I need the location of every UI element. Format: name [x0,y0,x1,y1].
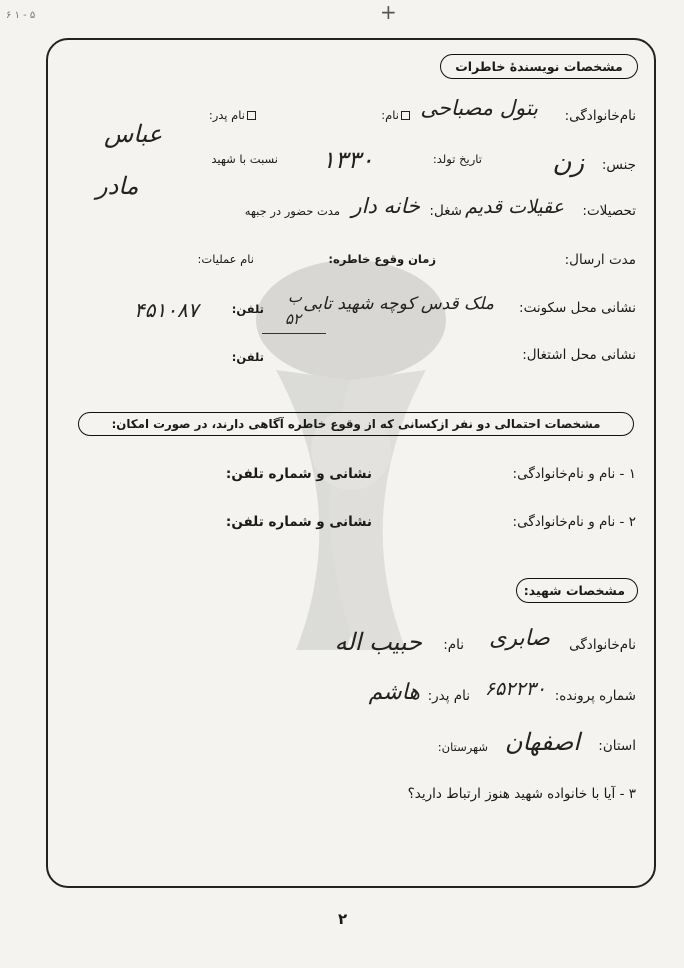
work-phone-label: تلفن: [231,350,264,364]
author-relation-value: مادر [96,172,139,200]
author-family-value: بتول مصباحی [420,96,538,120]
martyr-father-value: هاشم [368,680,420,705]
contact-question: ۳ - آیا با خانواده شهید هنوز ارتباط دارید؟ [407,786,636,802]
martyr-family-value: صابری [489,626,550,651]
witness2-address-label: نشانی و شماره تلفن: [225,514,372,530]
author-gender-label: جنس: [601,157,636,173]
province-label: استان: [598,738,636,754]
witnesses-section-title: مشخصات احتمالی دو نفر ازکسانی که از وقوع خاطره آگاهی دارند، در صورت امکان: [78,412,634,436]
home-address-value: ملک قدس کوچه شهید تابی [303,294,494,314]
top-pen-mark: + [380,0,397,24]
martyr-father-label: نام پدر: [427,688,470,704]
checkbox-icon [401,111,410,120]
martyr-name-label: نام: [443,637,464,653]
corner-mark: ۵ - ۱ ۶ [6,10,36,21]
author-name-label: نام: [381,108,412,122]
file-number-value: ۶۵۲۲۳۰ [484,678,546,700]
work-address-label: نشانی محل اشتغال: [522,347,636,363]
witness1-name-label: ۱ - نام و نام‌خانوادگی: [512,466,636,482]
address-underline [262,333,326,334]
checkbox-icon [247,111,256,120]
author-education-value: عقیلات قدیم [465,196,564,218]
author-section-title: مشخصات نویسندهٔ خاطرات [440,54,638,79]
home-phone-value: ۴۵۱۰۸۷ [134,298,199,322]
author-family-label: نام‌خانوادگی: [564,108,636,124]
home-phone-label: تلفن: [231,302,264,316]
province-value: اصفهان [504,728,580,756]
page-number: ۲ [338,910,348,928]
author-birth-value: ۱۳۳۰ [322,146,374,174]
author-father-value: عباس [104,120,163,148]
author-send-label: مدت ارسال: [564,252,636,268]
martyr-section-title: مشخصات شهید: [516,578,638,603]
home-address-label: نشانی محل سکونت: [519,300,636,316]
author-education-label: تحصیلات: [582,203,636,219]
author-gender-value: زن [552,148,584,178]
memory-time-label: زمان وقوع خاطره: [328,252,436,266]
author-job-value: خانه دار [351,194,420,218]
file-number-label: شماره پرونده: [554,688,636,704]
home-address-unit: ب [288,288,303,306]
operation-name-label: نام عملیات: [197,252,254,266]
author-job-label: شغل: [429,203,462,219]
martyr-name-value: حبیب اله [334,628,422,656]
martyr-family-label: نام‌خانوادگی [569,637,636,653]
author-father-label: نام پدر: [209,108,258,122]
author-birth-label: تاریخ تولد: [432,152,482,166]
home-address-number: ۵۲ [285,310,302,328]
author-relation-label: نسبت با شهید [211,152,278,166]
witness2-name-label: ۲ - نام و نام‌خانوادگی: [512,514,636,530]
witness1-address-label: نشانی و شماره تلفن: [225,466,372,482]
city-label: شهرستان: [437,740,488,754]
author-front-label: مدت حضور در جبهه [244,204,340,218]
